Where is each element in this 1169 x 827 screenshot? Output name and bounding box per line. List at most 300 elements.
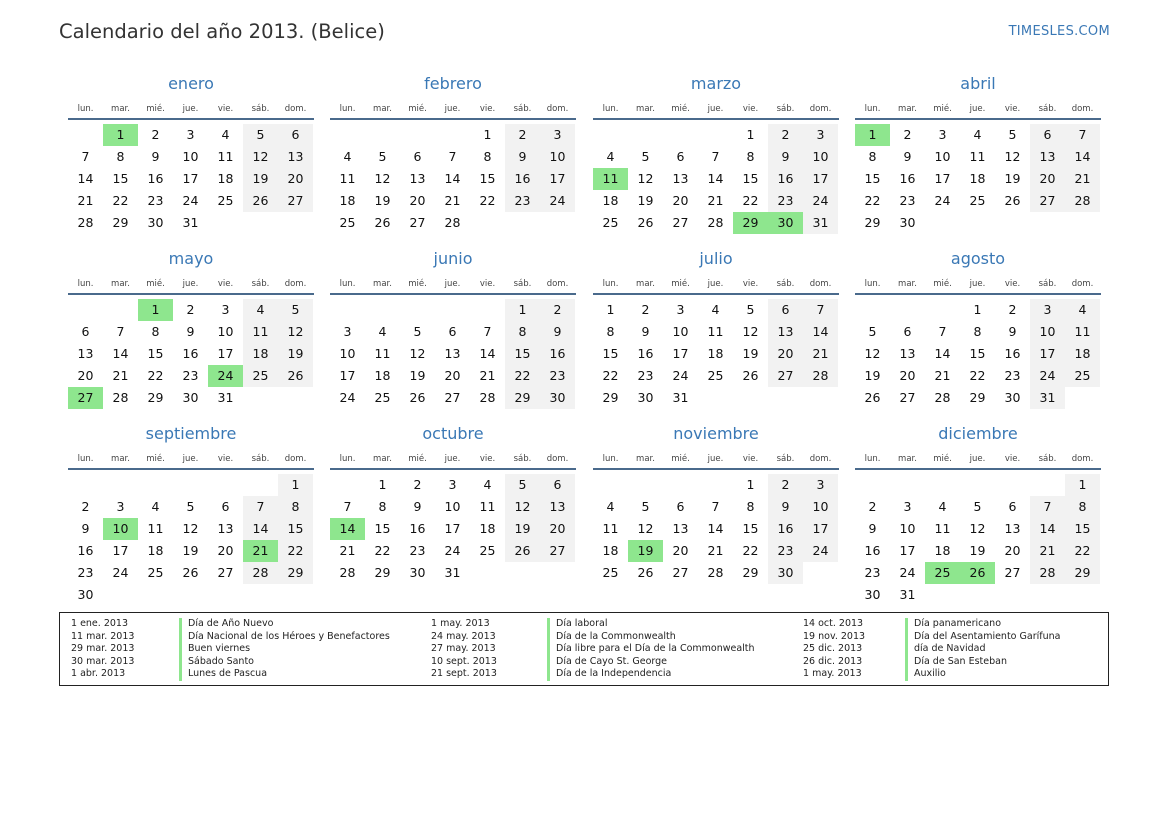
empty-day-cell [68, 299, 103, 321]
day-cell: 25 [374, 390, 391, 405]
empty-day-cell [995, 212, 1030, 234]
month-title: abril [960, 74, 996, 93]
week-row [855, 584, 1101, 606]
day-cell: 11 [374, 346, 391, 361]
day-cell: 12 [374, 171, 391, 186]
empty-day-cell [628, 474, 663, 496]
weekday-label: dom. [546, 454, 569, 464]
weekday-label: sáb. [1038, 104, 1057, 114]
empty-day-cell [103, 584, 138, 606]
day-cell: 15 [742, 171, 759, 186]
holiday-date: 14 oct. 2013 [803, 618, 864, 629]
week-row [330, 321, 576, 343]
weekday-label: sáb. [1038, 454, 1057, 464]
day-cell: 20 [1004, 543, 1021, 558]
month-septiembre [68, 424, 314, 606]
day-cell: 15 [969, 346, 986, 361]
day-cell: 29 [374, 565, 391, 580]
week-row [68, 321, 314, 343]
holiday-name: Buen viernes [179, 643, 390, 656]
day-cell: 4 [973, 127, 982, 142]
weekday-label: mar. [111, 454, 130, 464]
day-cell: 22 [479, 193, 496, 208]
holiday-name: Día de la Commonwealth [547, 631, 755, 644]
day-cell: 20 [278, 168, 313, 190]
day-cell: 12 [278, 321, 313, 343]
day-cell: 6 [81, 324, 90, 339]
day-cell: 23 [505, 190, 540, 212]
month-noviembre [593, 424, 839, 584]
week-row [68, 518, 314, 540]
month-febrero [330, 74, 576, 234]
week-row [855, 496, 1101, 518]
weekday-label: mié. [671, 454, 690, 464]
day-cell: 21 [803, 343, 838, 365]
day-cell: 13 [1004, 521, 1021, 536]
day-cell: 3 [540, 124, 575, 146]
day-cell: 12 [637, 521, 654, 536]
day-cell: 7 [483, 324, 492, 339]
day-cell: 21 [707, 543, 724, 558]
holiday-day-cell: 30 [768, 212, 803, 234]
day-cell: 7 [711, 149, 720, 164]
day-cell: 3 [803, 124, 838, 146]
day-cell: 21 [1030, 540, 1065, 562]
week-row [68, 496, 314, 518]
day-cell: 15 [147, 346, 164, 361]
empty-day-cell [1030, 212, 1065, 234]
week-row [330, 190, 576, 212]
day-cell: 20 [768, 343, 803, 365]
day-cell: 12 [505, 496, 540, 518]
weekday-label: mar. [373, 104, 392, 114]
week-row [855, 474, 1101, 496]
empty-day-cell [278, 212, 313, 234]
day-cell: 29 [969, 390, 986, 405]
day-cell: 23 [1004, 368, 1021, 383]
day-cell: 2 [186, 302, 195, 317]
weekday-label: vie. [742, 104, 759, 114]
day-cell: 23 [768, 540, 803, 562]
weekday-label: mar. [373, 279, 392, 289]
month-julio [593, 249, 839, 409]
month-octubre [330, 424, 576, 584]
day-cell: 9 [768, 496, 803, 518]
week-row [593, 540, 839, 562]
day-cell: 19 [182, 543, 199, 558]
weekday-label: vie. [217, 279, 234, 289]
day-cell: 22 [112, 193, 129, 208]
day-cell: 19 [637, 193, 654, 208]
month-title: junio [433, 249, 473, 268]
day-cell: 8 [151, 324, 160, 339]
day-cell: 6 [676, 149, 685, 164]
day-cell: 7 [81, 149, 90, 164]
day-cell: 12 [637, 171, 654, 186]
weekday-label: jue. [182, 454, 199, 464]
day-cell: 10 [899, 521, 916, 536]
empty-day-cell [365, 124, 400, 146]
day-cell: 18 [602, 193, 619, 208]
weekday-label: lun. [602, 279, 619, 289]
day-cell: 6 [278, 124, 313, 146]
empty-day-cell [733, 387, 768, 409]
day-cell: 5 [413, 324, 422, 339]
legend-name-column [547, 618, 755, 681]
day-cell: 18 [479, 521, 496, 536]
weekday-label: dom. [1071, 279, 1094, 289]
day-cell: 21 [112, 368, 129, 383]
day-cell: 28 [339, 565, 356, 580]
day-cell: 23 [864, 565, 881, 580]
day-cell: 6 [1008, 499, 1017, 514]
week-row [68, 365, 314, 387]
day-cell: 31 [1030, 387, 1065, 409]
week-row [593, 474, 839, 496]
weekday-label: mié. [671, 104, 690, 114]
day-cell: 11 [934, 521, 951, 536]
day-cell: 15 [864, 171, 881, 186]
day-cell: 24 [444, 543, 461, 558]
day-cell: 21 [1065, 168, 1100, 190]
day-cell: 13 [540, 496, 575, 518]
day-cell: 20 [672, 543, 689, 558]
month-title: enero [168, 74, 214, 93]
weekday-label: jue. [969, 454, 986, 464]
week-row [330, 343, 576, 365]
day-cell: 7 [711, 499, 720, 514]
weekday-header [330, 101, 576, 120]
weekday-label: mar. [636, 454, 655, 464]
day-cell: 30 [77, 587, 94, 602]
day-cell: 17 [803, 168, 838, 190]
holiday-day-cell: 25 [925, 562, 960, 584]
week-row [330, 365, 576, 387]
day-cell: 20 [540, 518, 575, 540]
week-row [855, 124, 1101, 146]
day-cell: 1 [746, 127, 755, 142]
day-cell: 2 [81, 499, 90, 514]
week-row [68, 540, 314, 562]
week-row [68, 190, 314, 212]
day-cell: 8 [505, 321, 540, 343]
day-cell: 14 [243, 518, 278, 540]
day-cell: 22 [969, 368, 986, 383]
day-cell: 21 [77, 193, 94, 208]
holiday-date: 10 sept. 2013 [431, 655, 497, 667]
holiday-legend [59, 612, 1109, 686]
empty-day-cell [330, 299, 365, 321]
day-cell: 21 [339, 543, 356, 558]
day-cell: 5 [641, 499, 650, 514]
month-title: mayo [168, 249, 214, 268]
month-title: septiembre [145, 424, 237, 443]
holiday-day-cell: 29 [733, 212, 768, 234]
weekday-label: jue. [707, 454, 724, 464]
weekday-label: dom. [809, 104, 832, 114]
weekday-label: vie. [217, 454, 234, 464]
holiday-date: 24 may. 2013 [431, 630, 496, 642]
day-cell: 4 [378, 324, 387, 339]
holiday-date: 1 abr. 2013 [71, 668, 126, 679]
holiday-day-cell: 11 [593, 168, 628, 190]
day-cell: 4 [243, 299, 278, 321]
day-cell: 8 [746, 149, 755, 164]
holiday-name: Día de la Independencia [547, 668, 755, 681]
day-cell: 30 [768, 562, 803, 584]
empty-day-cell [400, 124, 435, 146]
week-row [855, 365, 1101, 387]
day-cell: 7 [1065, 124, 1100, 146]
day-cell: 18 [243, 343, 278, 365]
day-cell: 12 [182, 521, 199, 536]
day-cell: 28 [934, 390, 951, 405]
day-cell: 14 [934, 346, 951, 361]
weekday-label: sáb. [776, 104, 795, 114]
day-cell: 7 [448, 149, 457, 164]
day-cell: 29 [147, 390, 164, 405]
day-cell: 3 [1030, 299, 1065, 321]
day-cell: 2 [641, 302, 650, 317]
weekday-label: mar. [636, 104, 655, 114]
weekday-label: mié. [146, 104, 165, 114]
empty-day-cell [855, 474, 890, 496]
day-cell: 20 [899, 368, 916, 383]
site-link[interactable]: TIMESLES.COM [1008, 24, 1110, 39]
weekday-label: vie. [742, 279, 759, 289]
day-cell: 27 [768, 365, 803, 387]
day-cell: 8 [606, 324, 615, 339]
empty-day-cell [505, 212, 540, 234]
empty-day-cell [960, 212, 995, 234]
day-cell: 22 [742, 543, 759, 558]
day-cell: 28 [479, 390, 496, 405]
day-cell: 18 [934, 543, 951, 558]
day-cell: 23 [182, 368, 199, 383]
empty-day-cell [593, 124, 628, 146]
day-cell: 26 [864, 390, 881, 405]
week-row [593, 365, 839, 387]
empty-day-cell [243, 387, 278, 409]
legend-name-column [179, 618, 390, 681]
week-row [68, 562, 314, 584]
empty-day-cell [365, 299, 400, 321]
week-row [855, 212, 1101, 234]
empty-day-cell [1065, 212, 1100, 234]
month-marzo [593, 74, 839, 234]
day-cell: 2 [413, 477, 422, 492]
month-agosto [855, 249, 1101, 409]
weekday-label: mié. [933, 454, 952, 464]
day-cell: 4 [711, 302, 720, 317]
day-cell: 25 [339, 215, 356, 230]
weekday-label: dom. [284, 279, 307, 289]
day-cell: 24 [899, 565, 916, 580]
holiday-name: Día de San Esteban [905, 656, 1060, 669]
day-cell: 30 [540, 387, 575, 409]
weekday-label: sáb. [251, 279, 270, 289]
day-cell: 19 [505, 518, 540, 540]
weekday-label: lun. [864, 104, 881, 114]
day-cell: 9 [413, 499, 422, 514]
day-cell: 30 [409, 565, 426, 580]
day-cell: 6 [903, 324, 912, 339]
day-cell: 10 [217, 324, 234, 339]
day-cell: 9 [903, 149, 912, 164]
day-cell: 15 [278, 518, 313, 540]
weekday-header [68, 276, 314, 295]
weekday-label: lun. [339, 104, 356, 114]
day-cell: 18 [602, 543, 619, 558]
day-cell: 15 [1065, 518, 1100, 540]
day-cell: 9 [186, 324, 195, 339]
empty-day-cell [505, 562, 540, 584]
weekday-header [855, 276, 1101, 295]
holiday-name: Sábado Santo [179, 656, 390, 669]
day-cell: 26 [374, 215, 391, 230]
weekday-label: dom. [546, 104, 569, 114]
week-row [855, 387, 1101, 409]
weekday-label: vie. [1004, 279, 1021, 289]
day-cell: 17 [112, 543, 129, 558]
weekday-label: jue. [969, 279, 986, 289]
month-diciembre [855, 424, 1101, 606]
day-cell: 25 [707, 368, 724, 383]
day-cell: 28 [1030, 562, 1065, 584]
empty-day-cell [400, 299, 435, 321]
week-row [330, 474, 576, 496]
week-row [330, 387, 576, 409]
weekday-label: vie. [479, 454, 496, 464]
day-cell: 3 [343, 324, 352, 339]
day-cell: 16 [505, 168, 540, 190]
weekday-label: dom. [1071, 104, 1094, 114]
week-row [330, 146, 576, 168]
empty-day-cell [1065, 584, 1100, 606]
holiday-name: Lunes de Pascua [179, 668, 390, 681]
weekday-label: jue. [444, 279, 461, 289]
empty-day-cell [278, 387, 313, 409]
day-cell: 19 [1004, 171, 1021, 186]
day-cell: 16 [147, 171, 164, 186]
empty-day-cell [890, 299, 925, 321]
day-cell: 26 [637, 565, 654, 580]
day-cell: 2 [505, 124, 540, 146]
day-cell: 20 [77, 368, 94, 383]
day-cell: 1 [378, 477, 387, 492]
weekday-label: dom. [809, 454, 832, 464]
month-title: noviembre [673, 424, 759, 443]
day-cell: 10 [934, 149, 951, 164]
weekday-header [68, 101, 314, 120]
weekday-label: mié. [408, 104, 427, 114]
empty-day-cell [698, 387, 733, 409]
day-cell: 14 [1065, 146, 1100, 168]
holiday-name: Día libre para el Día de la Commonwealth [547, 643, 755, 656]
day-cell: 14 [803, 321, 838, 343]
week-row [68, 212, 314, 234]
day-cell: 10 [672, 324, 689, 339]
holiday-date: 25 dic. 2013 [803, 643, 863, 654]
empty-day-cell [698, 124, 733, 146]
weekday-label: vie. [479, 104, 496, 114]
day-cell: 19 [742, 346, 759, 361]
week-row [330, 124, 576, 146]
holiday-name: día de Navidad [905, 643, 1060, 656]
week-row [68, 299, 314, 321]
day-cell: 16 [77, 543, 94, 558]
day-cell: 23 [147, 193, 164, 208]
empty-day-cell [995, 474, 1030, 496]
day-cell: 29 [864, 215, 881, 230]
day-cell: 19 [864, 368, 881, 383]
week-row [330, 168, 576, 190]
day-cell: 28 [444, 215, 461, 230]
day-cell: 2 [868, 499, 877, 514]
empty-day-cell [960, 584, 995, 606]
day-cell: 28 [803, 365, 838, 387]
day-cell: 26 [505, 540, 540, 562]
empty-day-cell [540, 562, 575, 584]
empty-day-cell [1065, 387, 1100, 409]
day-cell: 10 [339, 346, 356, 361]
day-cell: 17 [444, 521, 461, 536]
holiday-name: Día Nacional de los Héroes y Benefactores [179, 631, 390, 644]
day-cell: 5 [505, 474, 540, 496]
day-cell: 7 [803, 299, 838, 321]
day-cell: 6 [221, 499, 230, 514]
day-cell: 13 [217, 521, 234, 536]
day-cell: 27 [1004, 565, 1021, 580]
day-cell: 13 [444, 346, 461, 361]
day-cell: 30 [182, 390, 199, 405]
weekday-header [330, 276, 576, 295]
week-row [330, 299, 576, 321]
day-cell: 25 [602, 215, 619, 230]
day-cell: 25 [602, 565, 619, 580]
day-cell: 3 [186, 127, 195, 142]
day-cell: 11 [339, 171, 356, 186]
day-cell: 5 [973, 499, 982, 514]
weekday-label: mié. [408, 454, 427, 464]
day-cell: 26 [409, 390, 426, 405]
day-cell: 15 [602, 346, 619, 361]
day-cell: 26 [243, 190, 278, 212]
day-cell: 9 [540, 321, 575, 343]
day-cell: 24 [339, 390, 356, 405]
day-cell: 4 [606, 499, 615, 514]
empty-day-cell [173, 474, 208, 496]
day-cell: 22 [374, 543, 391, 558]
holiday-day-cell: 1 [138, 299, 173, 321]
weekday-label: lun. [864, 454, 881, 464]
weekday-label: mié. [146, 454, 165, 464]
day-cell: 17 [672, 346, 689, 361]
weekday-label: dom. [809, 279, 832, 289]
empty-day-cell [1030, 474, 1065, 496]
day-cell: 27 [217, 565, 234, 580]
weekday-label: vie. [479, 279, 496, 289]
day-cell: 8 [868, 149, 877, 164]
holiday-name: Día de Cayo St. George [547, 656, 755, 669]
weekday-label: mié. [933, 279, 952, 289]
day-cell: 7 [1030, 496, 1065, 518]
holiday-day-cell: 1 [103, 124, 138, 146]
day-cell: 22 [864, 193, 881, 208]
holiday-name: Auxilio [905, 668, 1060, 681]
day-cell: 29 [278, 562, 313, 584]
day-cell: 16 [768, 518, 803, 540]
